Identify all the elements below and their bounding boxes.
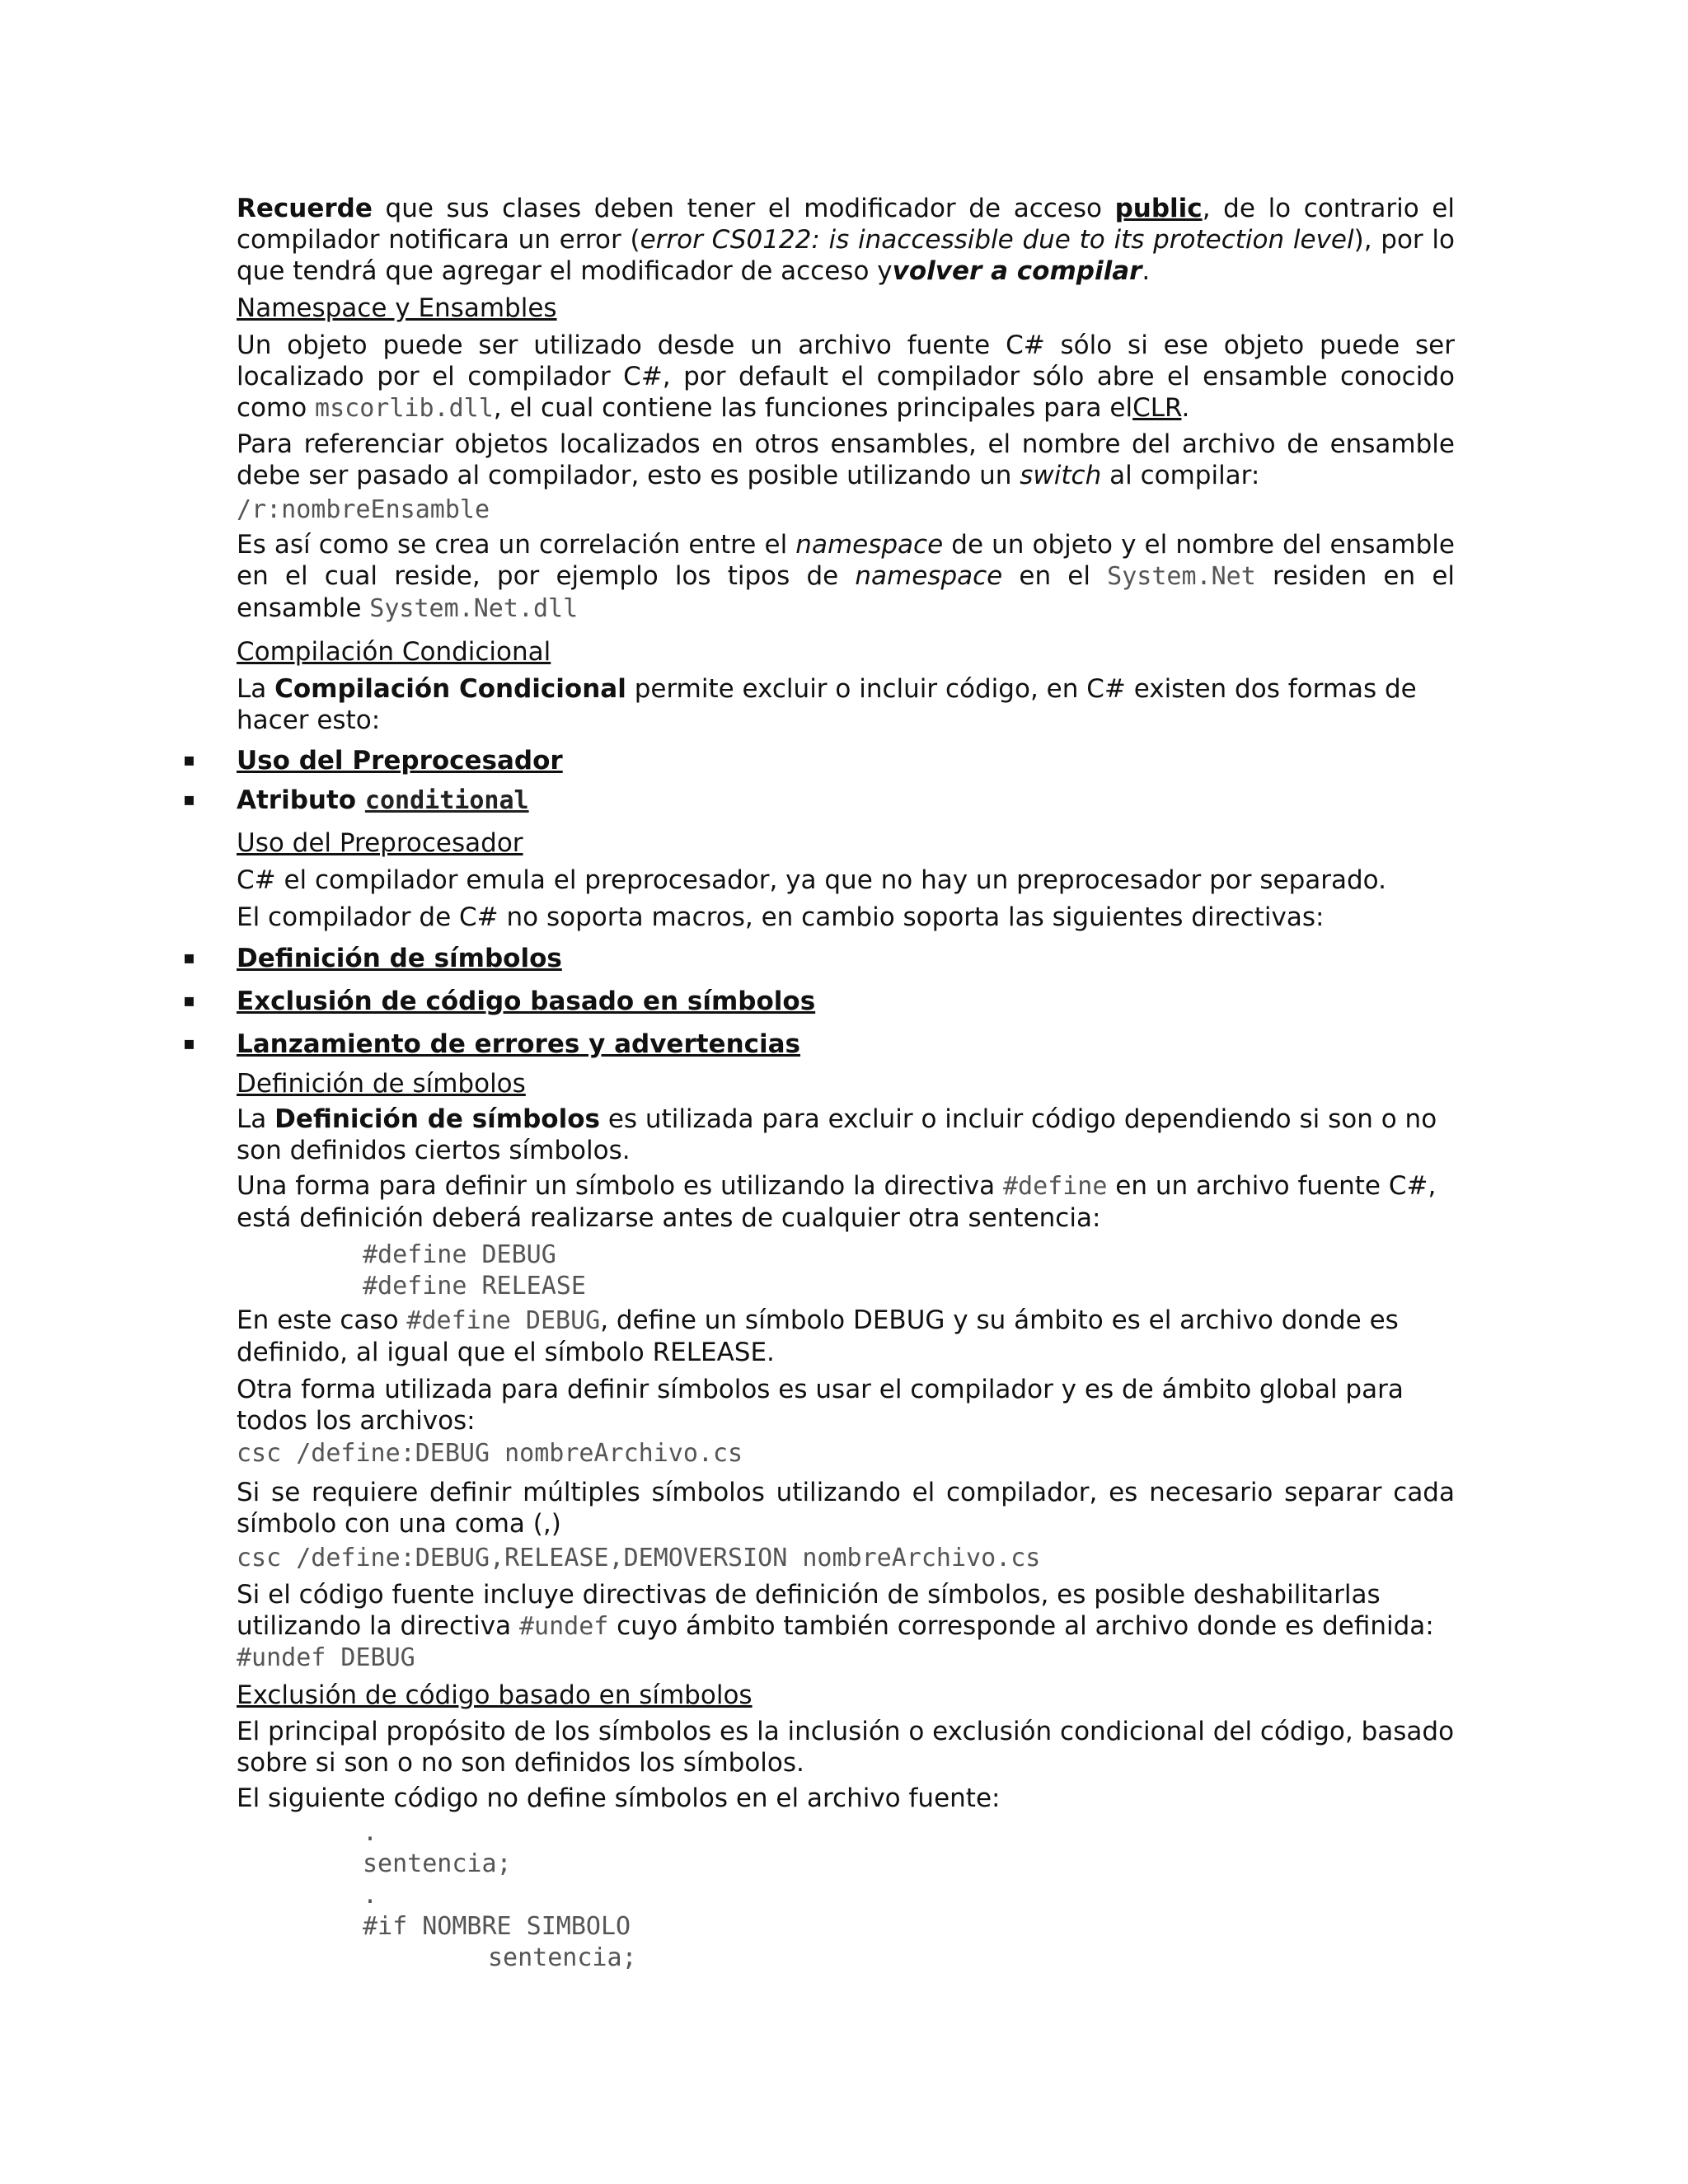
text-span: residen en el ensamble [237, 561, 1456, 623]
paragraph-emula: C# el compilador emula el preprocesador, ya que no hay un preprocesador por separado. [237, 865, 1386, 895]
text-span: En este caso [237, 1305, 407, 1335]
code-define-release: #define RELEASE [363, 1272, 586, 1301]
heading-namespace: Namespace y Ensambles [237, 293, 557, 323]
text-span: al compilar: [1101, 461, 1260, 490]
code-line: sentencia; [363, 1849, 512, 1878]
text-span: Si el código fuente incluye directivas de definición de símbolos, es posible deshabilitarlas utilizando la directiva [237, 1580, 1381, 1641]
bullet-icon: ▪ [183, 991, 195, 1011]
list-item-lanzamiento: Lanzamiento de errores y advertencias [237, 1029, 801, 1059]
text-span: en el [1002, 561, 1108, 591]
paragraph-definicion [237, 1104, 1455, 1166]
text-span: , de lo contrario el compilador notificara un error ( [237, 194, 1455, 255]
italic-namespace: namespace [795, 530, 944, 560]
code-define: #define [1002, 1172, 1108, 1201]
paragraph-undef [237, 1579, 1455, 1643]
list-item-atributo [237, 785, 529, 817]
bullet-icon: ▪ [183, 790, 195, 810]
code-line: sentencia; [488, 1943, 637, 1972]
code-undef-debug: #undef DEBUG [237, 1643, 415, 1672]
heading-compilacion: Compilación Condicional [237, 637, 551, 667]
code-mscorlib: mscorlib.dll [315, 394, 494, 423]
paragraph-multiples: Si se requiere definir múltiples símbolos utilizando el compilador, es necesario separar cada símbolo con una coma (,) [237, 1478, 1455, 1539]
text-span: . [1142, 256, 1151, 286]
text-span: . [1181, 393, 1190, 423]
code-define-debug: #define DEBUG [363, 1240, 556, 1269]
paragraph-otra-forma: Otra forma utilizada para definir símbolos es usar el compilador y es de ámbito global para todos los archivos: [237, 1375, 1404, 1436]
bold-compilacion: Compilación Condicional [274, 674, 626, 704]
bullet-icon: ▪ [183, 1033, 195, 1054]
link-clr: CLR [1132, 393, 1182, 423]
text-span: Un objeto puede ser utilizado desde un archivo fuente C# sólo si ese objeto puede ser localizado por el compilador C#, por default el compilador sólo abre el ensamble conocido como [237, 330, 1455, 423]
code-conditional: conditional [364, 786, 529, 815]
text-span: La [237, 1104, 275, 1134]
text-span: Es así como se crea un correlación entre el [237, 530, 796, 560]
code-line: . [363, 1818, 378, 1847]
text-span: Una forma para definir un símbolo es utilizando la directiva [237, 1171, 1003, 1201]
bold-italic-volver: volver a compilar [892, 256, 1142, 286]
text-span: Para referenciar objetos localizados en otros ensambles, el nombre del archivo de ensamble debe ser pasado al compilador, esto es posible utilizando un [237, 429, 1455, 490]
paragraph-compilacion [237, 673, 1455, 736]
text-span: La [237, 674, 275, 704]
code-line: . [363, 1881, 378, 1910]
list-item-definicion: Definición de símbolos [237, 944, 562, 973]
list-item-exclusion: Exclusión de código basado en símbolos [237, 987, 816, 1016]
code-r-switch: /r:nombreEnsamble [237, 495, 490, 524]
bold-recuerde: Recuerde [237, 194, 373, 223]
italic-error: error CS0122: is inaccessible due to its protection level [640, 225, 1354, 255]
code-line: #if NOMBRE SIMBOLO [363, 1912, 631, 1941]
code-system-net: System.Net [1107, 562, 1256, 591]
paragraph-este-caso [237, 1305, 1455, 1368]
text-span: que sus clases deben tener el modificador de acceso [372, 194, 1115, 223]
text-span: , define un símbolo DEBUG y su ámbito es el archivo donde es definido, al igual que el símbolo RELEASE. [237, 1305, 1399, 1367]
text-span: es utilizada para excluir o incluir código dependiendo si son o no son definidos ciertos símbolos. [237, 1104, 1437, 1165]
code-system-net-dll: System.Net.dll [369, 594, 579, 623]
heading-uso-preprocesador: Uso del Preprocesador [237, 828, 523, 858]
code-define-debug-inline: #define DEBUG [406, 1306, 601, 1335]
text-span: de un objeto y el nombre del ensamble en el cual reside, por ejemplo los tipos de [237, 530, 1455, 591]
paragraph-directiva-define [237, 1170, 1455, 1234]
text-span: permite excluir o incluir código, en C# existen dos formas de hacer esto: [237, 674, 1417, 735]
bullet-icon: ▪ [183, 948, 195, 968]
paragraph-siguiente-codigo: El siguiente código no define símbolos en el archivo fuente: [237, 1783, 1001, 1813]
paragraph-objeto [237, 330, 1455, 424]
code-csc-debug: csc /define:DEBUG nombreArchivo.cs [237, 1439, 743, 1468]
list-item-preprocesador: Uso del Preprocesador [237, 746, 563, 776]
paragraph-proposito: El principal propósito de los símbolos es la inclusión o exclusión condicional del código, basado sobre si son o no son definidos los símbolos. [237, 1717, 1455, 1778]
italic-switch: switch [1020, 461, 1102, 490]
bullet-icon: ▪ [183, 750, 195, 771]
code-undef: #undef [518, 1612, 609, 1641]
text-span: cuyo ámbito también corresponde al archivo donde es definida: [608, 1611, 1434, 1641]
text-span: Atributo [237, 785, 365, 815]
bold-public: public [1114, 194, 1203, 223]
heading-definicion: Definición de símbolos [237, 1069, 526, 1099]
paragraph-macros: El compilador de C# no soporta macros, en cambio soporta las siguientes directivas: [237, 902, 1325, 932]
italic-namespace: namespace [855, 561, 1003, 591]
paragraph-correlacion [237, 529, 1455, 625]
text-span: , el cual contiene las funciones principales para el [493, 393, 1133, 423]
paragraph-referenciar [237, 429, 1455, 491]
text-span: ), por lo que tendrá que agregar el modificador de acceso y [237, 225, 1455, 286]
heading-exclusion: Exclusión de código basado en símbolos [237, 1680, 753, 1710]
paragraph-recuerde [237, 193, 1455, 287]
text-span: en un archivo fuente C#, está definición deberá realizarse antes de cualquier otra sentencia: [237, 1171, 1437, 1233]
bold-definicion: Definición de símbolos [274, 1104, 600, 1134]
code-csc-multiple: csc /define:DEBUG,RELEASE,DEMOVERSION nombreArchivo.cs [237, 1544, 1041, 1572]
